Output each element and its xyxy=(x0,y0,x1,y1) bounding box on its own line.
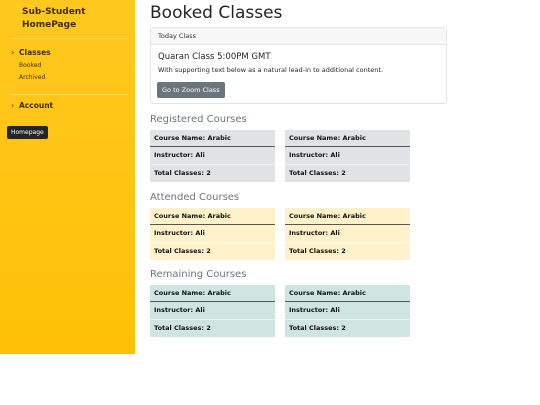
section-title-registered: Registered Courses xyxy=(150,114,247,125)
course-name: Course Name: Arabic xyxy=(150,130,275,147)
course-instructor: Instructor: Ali xyxy=(150,302,275,319)
brand-title[interactable]: Sub-Student HomePage xyxy=(22,7,86,30)
course-card[interactable] xyxy=(285,208,410,260)
today-class-card xyxy=(150,27,447,104)
course-name: Course Name: Arabic xyxy=(150,208,275,225)
course-total: Total Classes: 2 xyxy=(154,168,211,177)
section-title-remaining: Remaining Courses xyxy=(150,269,247,280)
course-card[interactable] xyxy=(150,285,275,337)
card-title: Quaran Class 5:00PM GMT xyxy=(158,52,271,62)
chevron-right-icon: › xyxy=(11,101,15,110)
course-name: Course Name: Arabic xyxy=(285,285,410,302)
section-title-attended: Attended Courses xyxy=(150,192,240,203)
card-header: Today Class xyxy=(151,28,446,45)
sidebar-divider xyxy=(10,94,128,95)
course-card[interactable] xyxy=(150,208,275,260)
course-total: Total Classes: 2 xyxy=(154,246,211,255)
course-name: Course Name: Arabic xyxy=(285,208,410,225)
sidebar-item-label: Classes xyxy=(19,48,51,57)
course-card[interactable] xyxy=(150,130,275,182)
course-instructor: Instructor: Ali xyxy=(150,225,275,242)
course-instructor: Instructor: Ali xyxy=(285,147,410,164)
course-instructor: Instructor: Ali xyxy=(285,302,410,319)
card-text: With supporting text below as a natural lead-in to additional content. xyxy=(158,66,384,74)
zoom-class-button[interactable]: Go to Zoom Class xyxy=(157,82,225,98)
course-total: Total Classes: 2 xyxy=(289,168,346,177)
homepage-button[interactable]: Homepage xyxy=(7,126,48,139)
sidebar-divider xyxy=(10,38,128,39)
course-total: Total Classes: 2 xyxy=(289,246,346,255)
course-card[interactable] xyxy=(285,130,410,182)
course-instructor: Instructor: Ali xyxy=(150,147,275,164)
course-name: Course Name: Arabic xyxy=(150,285,275,302)
page-title: Booked Classes xyxy=(150,3,283,23)
sidebar-subitem-archived[interactable]: Archived xyxy=(19,74,46,81)
course-total: Total Classes: 2 xyxy=(289,323,346,332)
sidebar-item-classes[interactable] xyxy=(11,48,51,57)
course-instructor: Instructor: Ali xyxy=(285,225,410,242)
sidebar-item-account[interactable] xyxy=(11,101,53,110)
sidebar-item-label: Account xyxy=(19,101,54,110)
course-card[interactable] xyxy=(285,285,410,337)
sidebar-subitem-booked[interactable]: Booked xyxy=(19,62,42,69)
chevron-right-icon: › xyxy=(11,48,15,57)
sidebar xyxy=(0,0,135,354)
course-name: Course Name: Arabic xyxy=(285,130,410,147)
course-total: Total Classes: 2 xyxy=(154,323,211,332)
